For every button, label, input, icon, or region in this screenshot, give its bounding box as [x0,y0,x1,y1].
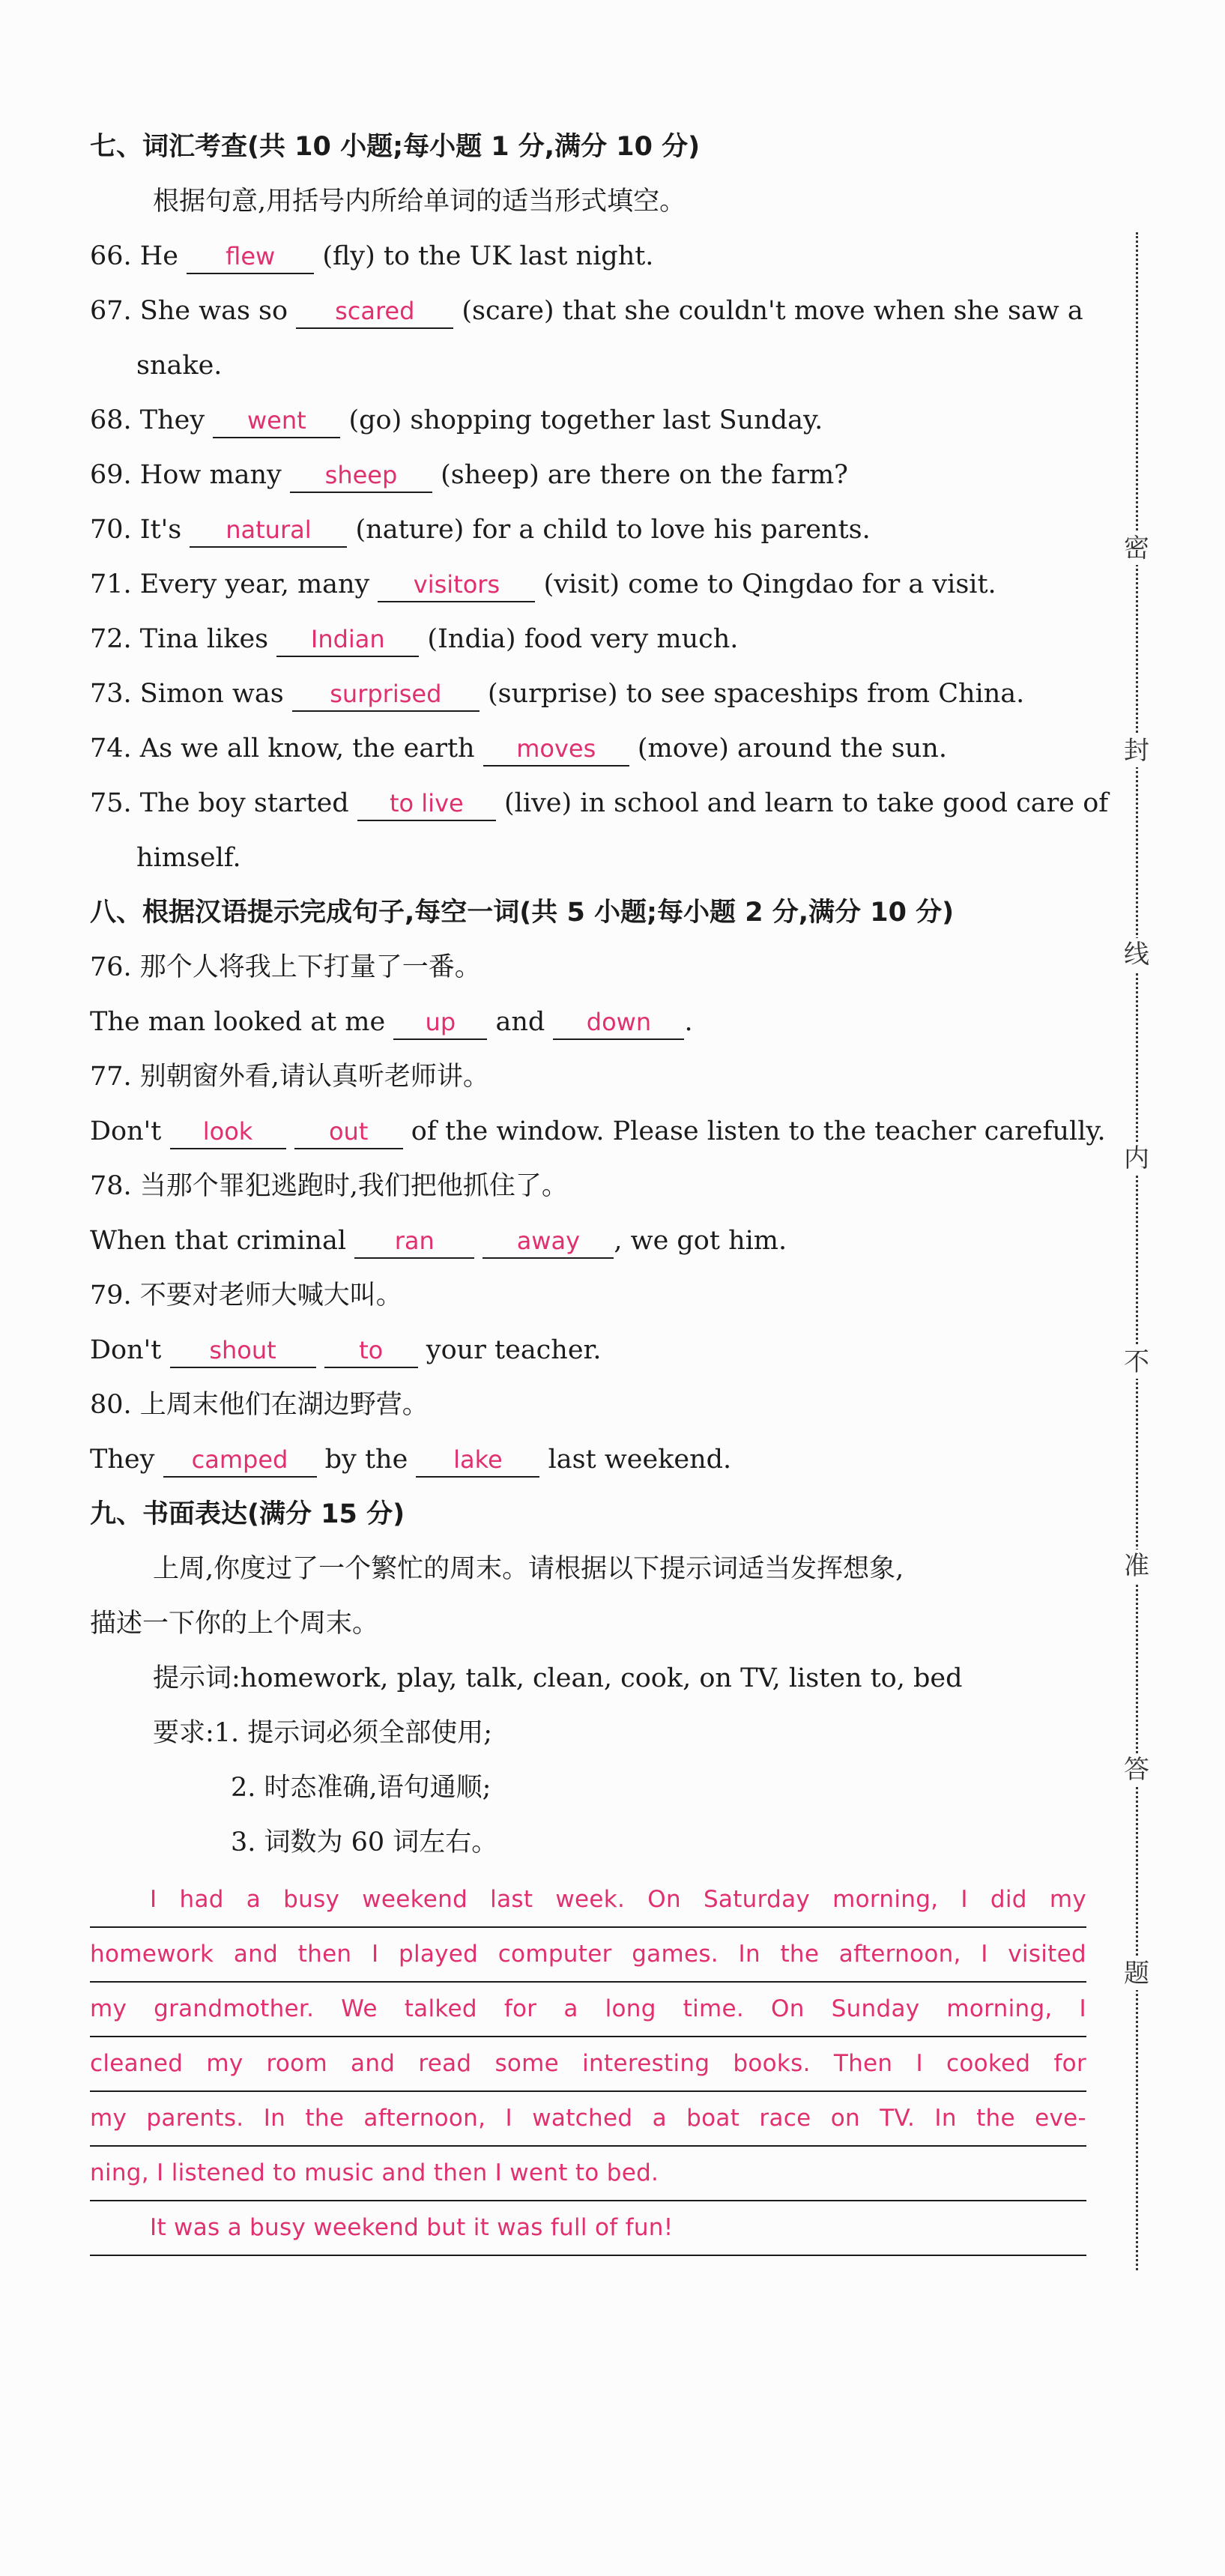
question-text: (go) shopping together last Sunday. [348,405,823,435]
question-75 [90,776,1109,831]
seal-char: 不 [1122,1346,1152,1379]
answer-blank[interactable]: to live [357,787,496,821]
section7-instruction: 根据句意,用括号内所给单词的适当形式填空。 [153,187,686,217]
question-text: , we got him. [614,1226,787,1256]
answer-blank[interactable]: sheep [290,459,432,493]
question-text: 66. He [90,241,179,271]
answer-blank[interactable]: look [170,1115,286,1149]
question-text: (sheep) are there on the farm? [441,460,848,490]
writing-prompt-cont: 描述一下你的上个周末。 [90,1609,379,1639]
question-76 [90,995,1086,1050]
question-text: 73. Simon was [90,679,284,709]
question-text: your teacher. [426,1335,602,1365]
question-80-chinese: 80. 上周末他们在湖边野营。 [90,1390,429,1420]
question-text: by the [324,1445,408,1475]
question-text: Don't [90,1116,162,1146]
question-text: (scare) that she couldn't move when she saw a [462,296,1083,326]
question-text: and [495,1007,545,1037]
answer-blank[interactable]: down [553,1006,684,1040]
question-text: (India) food very much. [427,624,739,654]
question-70 [90,503,1086,557]
question-78-chinese: 78. 当那个罪犯逃跑时,我们把他抓住了。 [90,1171,568,1201]
answer-blank[interactable]: away [483,1224,614,1259]
question-text: last weekend. [548,1445,732,1475]
question-77-chinese: 77. 别朝窗外看,请认真听老师讲。 [90,1062,489,1092]
essay-line: my parents. In the afternoon, I watched a boat race on TV. In the eve- [90,2092,1086,2147]
question-79-chinese: 79. 不要对老师大喊大叫。 [90,1281,402,1310]
answer-blank[interactable]: shout [170,1334,316,1368]
question-text: 75. The boy started [90,788,349,818]
question-text: 69. How many [90,460,282,490]
answer-blank[interactable]: surprised [292,677,480,712]
essay-line: I had a busy weekend last week. On Saturday morning, I did my [90,1873,1086,1928]
question-text: of the window. Please listen to the teacher carefully. [411,1116,1106,1146]
question-text: 67. She was so [90,296,288,326]
question-68 [90,393,1086,448]
essay-answer[interactable] [90,1873,1086,2256]
question-75-cont: himself. [136,843,241,873]
answer-blank[interactable]: flew [187,240,314,274]
section9-title: 九、书面表达(满分 15 分) [90,1499,405,1529]
answer-blank[interactable]: lake [416,1443,539,1478]
question-text: (nature) for a child to love his parents. [355,515,871,545]
seal-char: 答 [1122,1753,1152,1786]
question-text: (move) around the sun. [637,734,947,764]
answer-blank[interactable]: up [393,1006,487,1040]
question-text: (visit) come to Qingdao for a visit. [543,569,996,599]
seal-char: 封 [1122,734,1152,767]
hint-words: 提示词:homework, play, talk, clean, cook, on TV, listen to, bed [153,1663,963,1693]
question-text: 72. Tina likes [90,624,269,654]
question-text: 71. Every year, many [90,569,370,599]
question-text: 74. As we all know, the earth [90,734,475,764]
question-72 [90,612,1086,667]
question-71 [90,557,1086,612]
question-78 [90,1214,1086,1269]
essay-line: cleaned my room and read some interesting books. Then I cooked for [90,2037,1086,2092]
question-text: Don't [90,1335,162,1365]
seal-char: 题 [1122,1957,1152,1990]
question-74 [90,722,1086,776]
answer-blank[interactable]: natural [190,513,347,548]
section8-title: 八、根据汉语提示完成句子,每空一词(共 5 小题;每小题 2 分,满分 10 分) [90,898,955,928]
writing-prompt: 上周,你度过了一个繁忙的周末。请根据以下提示词适当发挥想象, [153,1554,904,1584]
requirement-1: 要求:1. 提示词必须全部使用; [153,1718,493,1748]
essay-line: my grandmother. We talked for a long time. On Sunday morning, I [90,1983,1086,2037]
seal-char: 内 [1122,1142,1152,1175]
answer-blank[interactable]: visitors [378,568,535,602]
answer-blank[interactable]: moves [483,732,629,767]
question-79 [90,1323,1086,1378]
seal-char: 密 [1122,532,1152,565]
question-77 [90,1104,1106,1159]
question-67 [90,284,1086,339]
answer-blank[interactable]: ran [354,1224,474,1259]
question-66 [90,229,1086,284]
question-text: When that criminal [90,1226,347,1256]
answer-blank[interactable]: out [294,1115,403,1149]
question-69 [90,448,1086,503]
answer-blank[interactable]: Indian [276,623,419,657]
question-text: . [684,1007,693,1037]
question-67-cont: snake. [136,351,223,381]
answer-blank[interactable]: scared [296,294,453,329]
question-text: They [90,1445,155,1475]
question-text: 70. It's [90,515,182,545]
requirement-2: 2. 时态准确,语句通顺; [231,1773,491,1803]
worksheet [90,120,1109,2256]
answer-blank[interactable]: to [324,1334,418,1368]
seal-char: 线 [1122,938,1152,971]
essay-line: homework and then I played computer games. In the afternoon, I visited [90,1928,1086,1983]
question-text: The man looked at me [90,1007,386,1037]
section7-title: 七、词汇考查(共 10 小题;每小题 1 分,满分 10 分) [90,132,701,162]
essay-line: It was a busy weekend but it was full of fun! [90,2201,1086,2256]
question-text: (live) in school and learn to take good care of [503,788,1109,818]
answer-blank[interactable]: camped [163,1443,317,1478]
essay-line: ning, I listened to music and then I went to bed. [90,2147,1086,2201]
answer-blank[interactable]: went [213,404,340,438]
question-73 [90,667,1086,722]
seal-char: 准 [1122,1549,1152,1582]
question-80 [90,1433,1086,1487]
requirement-3: 3. 词数为 60 词左右。 [231,1827,498,1857]
question-76-chinese: 76. 那个人将我上下打量了一番。 [90,952,481,982]
question-text: (fly) to the UK last night. [322,241,654,271]
question-text: 68. They [90,405,205,435]
question-text: (surprise) to see spaceships from China. [487,679,1025,709]
